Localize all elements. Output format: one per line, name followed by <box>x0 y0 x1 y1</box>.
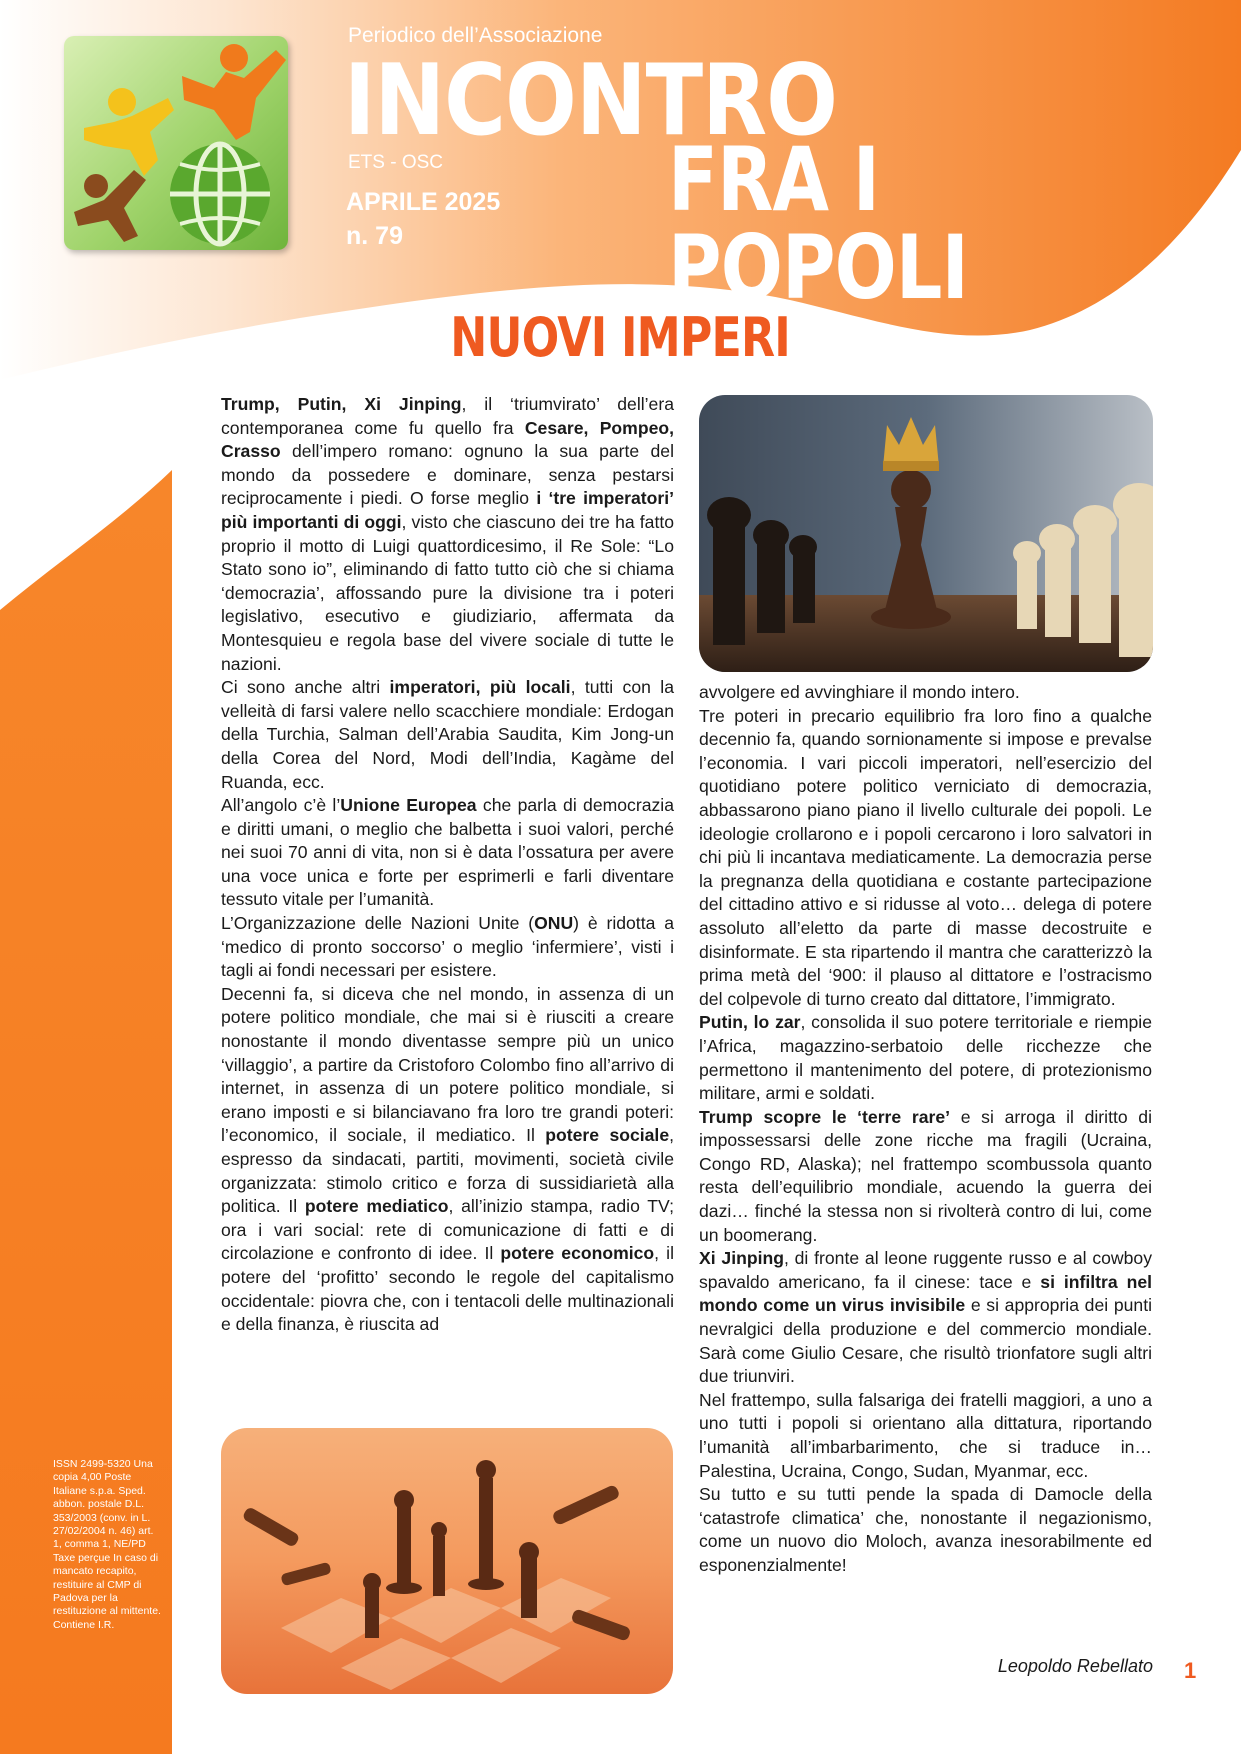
paragraph: Su tutto e su tutti pende la spada di Damocle della ‘catastrofe climatica’ che, nonostante il negazionismo, come un nuovo dio Moloch, avanza inesorabilmente ed esponenzialmente! <box>699 1484 1152 1575</box>
issue-date: APRILE 2025 <box>346 188 501 216</box>
article-headline: NUOVI IMPERI <box>450 306 791 369</box>
paragraph: avvolgere ed avvinghiare il mondo intero. <box>699 682 1020 702</box>
fallen-chess-pieces-photo <box>221 1428 673 1694</box>
article-column-right <box>699 681 1152 1578</box>
author-signature: Leopoldo Rebellato <box>997 1656 1153 1676</box>
paragraph: All’angolo c’è l’Unione Europea che parla di democrazia e diritti umani, o meglio che balbetta i suoi valori, perché nei suoi 70 anni di vita, non si è data l’ossatura per avere una voce unica e forte per esprimerli e farli diventare tessuto vitale per l’umanità. <box>221 795 674 910</box>
paragraph: Putin, lo zar, consolida il suo potere territoriale e riempie l’Africa, magazzino-serbatoio delle ricchezze che permettono il mantenimento del potere, di protezionismo militare, armi e soldati. <box>699 1012 1152 1104</box>
association-logo <box>64 36 288 250</box>
paragraph: Tre poteri in precario equilibrio fra loro fino a qualche decennio fa, quando sornionamente si impose e prevalse l’economia. I vari piccoli imperatori, nell’esercizio del quotidiano potere politico verniciato di democrazia, abbassarono piano piano il livello culturale dei popoli. Le ideologie crollarono e i popoli cercarono i loro salvatori in chi più li incantava mediaticamente. La democrazia perse la pregnanza della quotidiana e costante partecipazione del cittadino attivo e si ridusse al voto… delega di potere assoluto all’eletto da parte di masse decostruite e disinformate. E sta ripartendo il mantra che caratterizzò la prima metà del ‘900: il plauso al dittatore e l’ostracismo del colpevole di turno creato dal dittatore, l’immigrato. <box>699 705 1152 1009</box>
chess-crown-photo <box>699 395 1153 672</box>
masthead-title-line2: FRA I POPOLI <box>668 128 968 319</box>
issue-number: n. 79 <box>346 222 403 250</box>
paragraph: Ci sono anche altri imperatori, più locali, tutti con la velleità di farsi valere nello scacchiere mondiale: Erdogan della Turchia, Salman dell’Arabia Saudita, Kim Jong-un della Corea del Nord, Modi dell’India, Kagàme del Ruanda, ecc. <box>221 677 674 792</box>
paragraph: Xi Jinping, di fronte al leone ruggente russo e al cowboy spavaldo americano, fa il cinese: tace e si infiltra nel mondo come un virus invisibile e si appropria dei punti nevralgici della produzione e del commercio mondiale. Sarà come Giulio Cesare, che risultò trionfatore sugli altri due triunviri. <box>699 1248 1153 1387</box>
masthead-ets: ETS - OSC <box>348 152 444 173</box>
masthead-subtitle: Periodico dell’Associazione <box>348 24 603 47</box>
paragraph: Nel frattempo, sulla falsariga dei fratelli maggiori, a uno a uno tutti i popoli si orientano alla dittatura, riportando l’umanità all’imbarbarimento, che si traduce in… Palestina, Ucraina, Congo, Sudan, Myanmar, ecc. <box>699 1389 1152 1481</box>
postal-issn-note: ISSN 2499-5320 Una copia 4,00 Poste Italiane s.p.a. Sped. abbon. postale D.L. 353/2003 (conv. in L. 27/02/2004 n. 46) art. 1, comma 1, NE/PD Taxe perçue In caso di mancato recapito, restituire al CMP di Padova per la restituzione al mittente. Contiene I.R. <box>53 1458 161 1631</box>
paragraph: Trump, Putin, Xi Jinping, il ‘triumvirato’ dell’era contemporanea come fu quello fra Cesare, Pompeo, Crasso dell’impero romano: ognuno la sua parte del mondo da possedere e dominare, senza pestarsi reciprocamente i piedi. O forse meglio i ‘tre imperatori’ più importanti di oggi, visto che ciascuno dei tre ha fatto proprio il motto di Luigi quattordicesimo, il Re Sole: “Lo Stato sono io”, eliminando di fatto tutto ciò che si chiama ‘democrazia’, affossando pure la divisione tra i poteri legislativo, esecutivo e giudiziario, affermata da Montesquieu e regola base del vivere sociale di tutte le nazioni. <box>221 394 675 674</box>
paragraph: L’Organizzazione delle Nazioni Unite (ONU) è ridotta a ‘medico di pronto soccorso’ o meglio ‘infermiere’, visti i tagli ai fondi necessari per esistere. <box>221 913 674 981</box>
article-column-left <box>221 393 674 1337</box>
paragraph: Decenni fa, si diceva che nel mondo, in assenza di un potere politico mondiale, che mai si è riusciti a creare nonostante il mondo diventasse sempre più un unico ‘villaggio’, a partire da Cristoforo Colombo fino all’arrivo di internet, in assenza di un potere politico mondiale, si erano imposti e si bilanciavano fra loro tre grandi poteri: l’economico, il sociale, il mediatico. Il potere sociale, espresso da sindacati, partiti, movimenti, società civile organizzata: stimolo critico e forza di sussidiarietà alla politica. Il potere mediatico, all’inizio stampa, radio TV; ora i vari social: rete di comunicazione di fatti e di circolazione e confronto di idee. Il potere economico, il potere del ‘profitto’ secondo le regole del capitalismo occidentale: piovra che, con i tentacoli delle multinazionali e della finanza, è riuscita ad <box>221 983 674 1335</box>
paragraph: Trump scopre le ‘terre rare’ e si arroga il diritto di impossessarsi delle zone ricche ma fragili (Ucraina, Congo RD, Alaska); nel frattempo scombussola quanto resta dell’equilibrio mondiale, acuendo la guerra dei dazi… finché la stessa non si rivolterà contro di lui, come un boomerang. <box>699 1106 1153 1245</box>
masthead-title-line1: INCONTRO <box>344 44 838 158</box>
page-number: 1 <box>1184 1658 1197 1683</box>
